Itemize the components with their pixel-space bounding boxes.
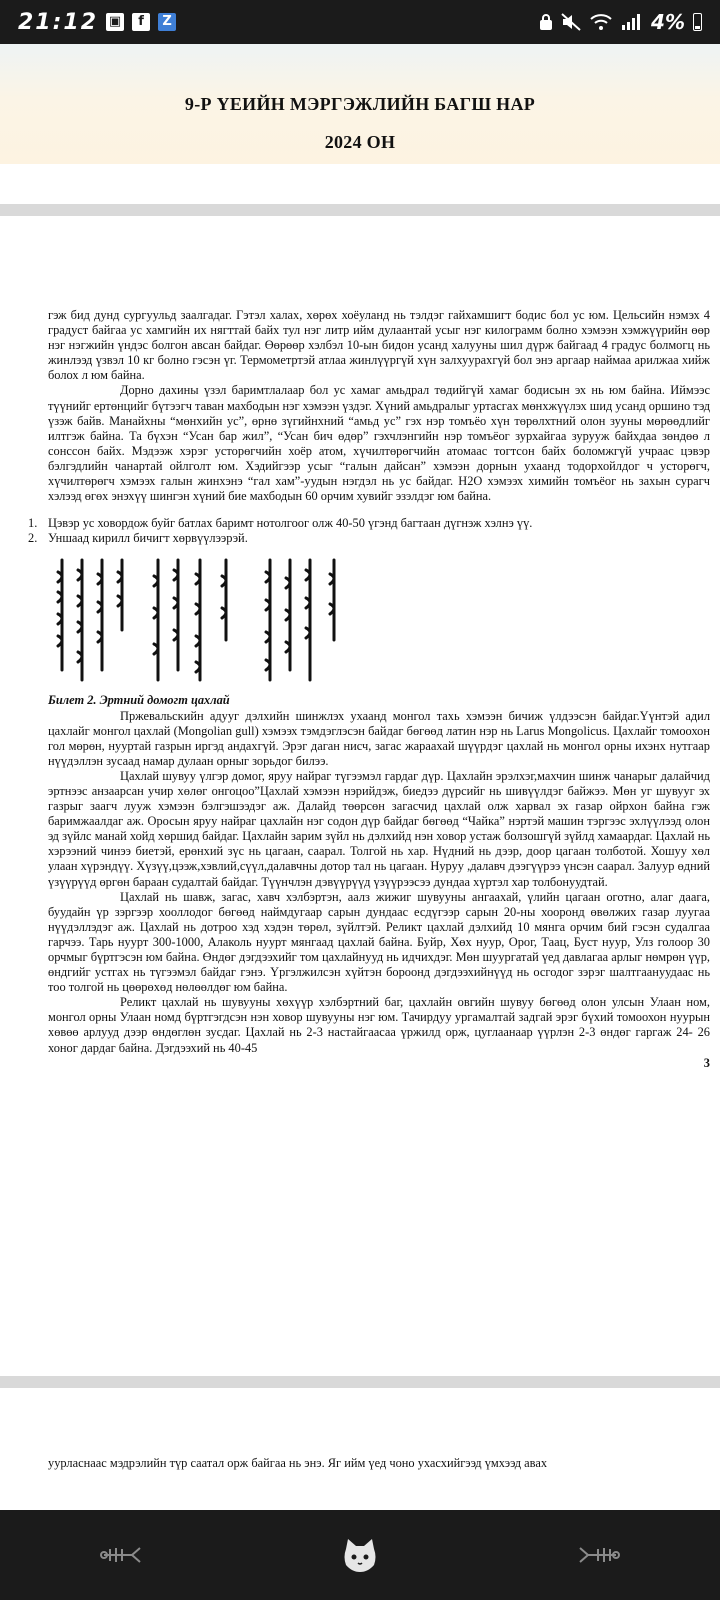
mongolian-script-drawing bbox=[48, 552, 348, 687]
gallery-icon: ▣ bbox=[106, 13, 124, 31]
document-page[interactable] bbox=[0, 216, 720, 1376]
list-item bbox=[28, 516, 710, 531]
nav-back-button[interactable] bbox=[90, 1525, 150, 1585]
signal-icon bbox=[621, 13, 643, 31]
list-number: 1. bbox=[28, 516, 38, 531]
status-time: 21:12 bbox=[18, 9, 99, 35]
page-number: 3 bbox=[703, 1055, 710, 1070]
lock-icon bbox=[539, 13, 553, 31]
nav-recents-button[interactable] bbox=[570, 1525, 630, 1585]
document-year: 2024 ОН bbox=[324, 132, 396, 152]
status-bar-right bbox=[539, 10, 702, 34]
battery-percent: 4% bbox=[651, 10, 685, 34]
list-item bbox=[28, 531, 710, 546]
paragraph: Цахлай шувуу үлгэр домог, яруу найраг түгээмэл гардаг дүр. Цахлайн эрэлхэг,махчин шинж чанарыг далайчид эртнээс анзаарсан учир хөлөг онгоцоо”Цахлай хэмээн нэрийдэж, биедээ дүрсийг нь шивүүлдэг байжээ. Мөн уг шувууг эх газрыг заагч лууж хэмээн бэлгэшээдэг аж. Далайд төөрсөн загасчид цахлай олж харвал эх газар ойрхон байна гэж баримжаалдаг аж. Оросын яруу найраг цахлайн нэг содон дүр байдаг бөгөөд “Чайка” нэртэй машин тэргээс эхлүүлээд олон эд зүйлс манай хойд хөршид байдаг. Цахлайн зарим зүйл нь дэлхийд нэн ховор устаж болзошгүй зүйлд хамаардаг. Цахлай нь хэрээний чинээ биетэй, ерөнхий зүс нь цагаан, саарал. Толгой нь хар. Нүдний нь дээр, доор цагаан толботой. Хошуу хөл улаан хүрэндүү. Хүзүү,цээж,хэвлий,сүүл,далавчны дотор тал нь цагаан. Нуруу ,далавч дээгүүрээ үнсэн саарал. Залуур өдний үзүүрүүд өргөн бараан судалтай байдаг. Түүнчлэн дэвүүрүүд үзүүрээсээ дундаа хүртэл хар толбонуудтай. bbox=[48, 768, 710, 889]
section-title: Билет 2. Эртний домогт цахлай bbox=[48, 693, 230, 708]
list-text: Уншаад кирилл бичигт хөрвүүлээрэй. bbox=[48, 531, 248, 546]
wifi-icon bbox=[589, 13, 613, 31]
fish-bone-icon bbox=[98, 1543, 142, 1567]
nav-home-button[interactable] bbox=[330, 1525, 390, 1585]
battery-icon bbox=[693, 13, 702, 31]
document-title: 9-Р ҮЕИЙН МЭРГЭЖЛИЙН БАГШ НАР bbox=[184, 94, 536, 114]
status-bar bbox=[0, 0, 720, 44]
document-page-header bbox=[0, 44, 720, 204]
paragraph: уурласнаас мэдрэлийн түр саатал орж байгаа нь энэ. Яг ийм үед чоно ухасхийгээд үмхээд авах bbox=[48, 1456, 548, 1470]
list-text: Цэвэр ус ховордож буйг батлах баримт нотолгоог олж 40-50 үгэнд багтаан дүгнэж хэлнэ үү. bbox=[48, 516, 533, 531]
paragraph: Дорно дахины үзэл баримтлалаар бол ус хамаг амьдрал төдийгүй хамаг бодисын эх нь юм байна. Иймээс түүнийг ертөнцийг бүтээгч таван махбодын нэг хэмээн үздэг. Хүний амьдралыг уртасгах мөнхжүүлэх шид усанд оршино тэд үзэж байв. Манайхны “мөнхийн ус”, өрнө зүгийнхний “амьд ус” гэх нэр томъёо хүн төрөлхтний олон зууны мөрөөдлийг илтгэж байна. Та бүхэн “Усан бар жил”, “Усан бич өдөр” гэхчлэнгийн нэр томъёог зурхайгаа зурууж байхдаа зөндөө л сонссон байх. Мэдээж хэрэг усторөгчийн хоёр атом, хүчилтөрөгчийн атомаас тогтсон байх боломжгүй учраас цэвэр бэлгэдлийн чанартай ойлголт юм. Хэдийгээр усыг “галын дайсан” хэмээн дорнын ухаанд тодорхойлдог ч усторөгч, хүчилтөрөгч хэмээх галын жинхэнэ “гал хам”-уудын нэгдэл нь ус байдаг. H2O хэмээх химийн томъёог нь захын сурагч хэлээд өгөх энэхүү шингэн хүний бие махбодын 60 орчим хувийг эзэлдэг юм байна. bbox=[48, 383, 710, 504]
paragraph: Цахлай нь шавж, загас, хавч хэлбэртэн, аалз жижиг шувууны ангаахай, үлийн цагаан оготно, алаг даага, буудайн үр зэргээр хооллодог бөгөөд наймдугаар сарын дундаас есдүгээр сарын 20-ны хооронд өвөлжих газар луугаа нүүдэллэдэг аж. Цахлай нь дотроо хэд хэдэн төрөл, зүйлтэй. Реликт цахлай дэлхийд 10 мянга орчим бий гэсэн судалгаа гарчээ. Тарь нуурт 300-1000, Алаколь нуурт мянгаад цахлай байна. Буйр, Хөх нуур, Орог, Таац, Буст нуур, Улз голоор 30 орчмыг бүртгэсэн юм байна. Өндөг дэгдээхийг том цахлайнууд нь идчихдэг. Мөн шуургатай үед давлагаа арлыг нөмрөн үүр, өндгийг устгах нь түгээмэл байдаг гэнэ. Үргэлжилсэн хүйтэн бороонд дэгдээхийнүүд нь осгодог зэрэг шалтгаануудаас нь тоо толгой нь цөөрөхөд нөлөөлдөг юм байна. bbox=[48, 889, 710, 995]
paragraph: гэж бид дунд сургуульд заалгадаг. Гэтэл халах, хөрөх хоёуланд нь тэлдэг гайхамшигт бодис бол ус юм. Цельсийн нэмэх 4 градуст байгаа ус хамгийн их нягттай байх тул нэг литр ийм дулаантай усыг нэг килограмм болно хэмээн хэмжүүрийн өөр нэг нэгжийн үндэс болгон авсан байдаг. Өөрөөр хэлбэл 10-ын бидон усанд халууны шил дүрж байгаад 4 градус болмогц нь жинлээд үзвэл 10 кг болно гэсэн үг. Термометртэй атлаа жинлүүргүй хүн залхуурахгүй бол энэ аргаар наймаа арилжаа хийж болох л юм байна. bbox=[48, 308, 710, 383]
fish-bone-icon bbox=[578, 1543, 622, 1567]
mute-icon bbox=[561, 13, 581, 31]
paragraph: Реликт цахлай нь шувууны хөхүүр хэлбэртний баг, цахлайн овгийн шувуу бөгөөд олон улсын Улаан ном, монгол орны Улаан номд бүртгэгдсэн нэн ховор шувууны нэг юм. Тачирдуу ургамалтай задгай эрэг бүхий томоохон нуурын хөвөө арлууд дээр өндөглөн зусдаг. Цахлай нь 2-3 настайгаасаа үржилд орж, цуглаанаар үүрлэн 2-3 өндөг гаргаж 24- 26 хоног дардаг байна. Дэгдээхий нь 40-45 bbox=[48, 995, 710, 1055]
page-body bbox=[28, 308, 710, 1071]
facebook-icon: f bbox=[132, 13, 150, 31]
mongolian-script-image bbox=[48, 552, 710, 687]
status-bar-left bbox=[18, 10, 176, 35]
app-icon: Z bbox=[158, 13, 176, 31]
question-list bbox=[28, 516, 710, 546]
navigation-bar bbox=[0, 1510, 720, 1600]
paragraph: Пржевальскийн адууг дэлхийн шинжлэх ухаанд монгол тахь хэмээн бичиж үлдээсэн байдаг.Үүнтэй адил цахлайг монгол цахлай (Mongolian gull) хэмээх тэмдэглэсэн байдаг бөгөөд латин нэр нь Larus Mongolicus. Цахлайг томоохон гол мөрөн, нууртай газрын иргэд андахгүй. Эрэг даган нисч, загас жараахай шүүрдэг цахлай нь монгол орны ихэнх нутгаар нүүдэллэн зусаад намар дулаан орныг зорьдог билээ. bbox=[48, 708, 710, 768]
document-page-next[interactable] bbox=[0, 1388, 720, 1510]
list-number: 2. bbox=[28, 531, 38, 546]
cat-icon bbox=[340, 1535, 380, 1575]
